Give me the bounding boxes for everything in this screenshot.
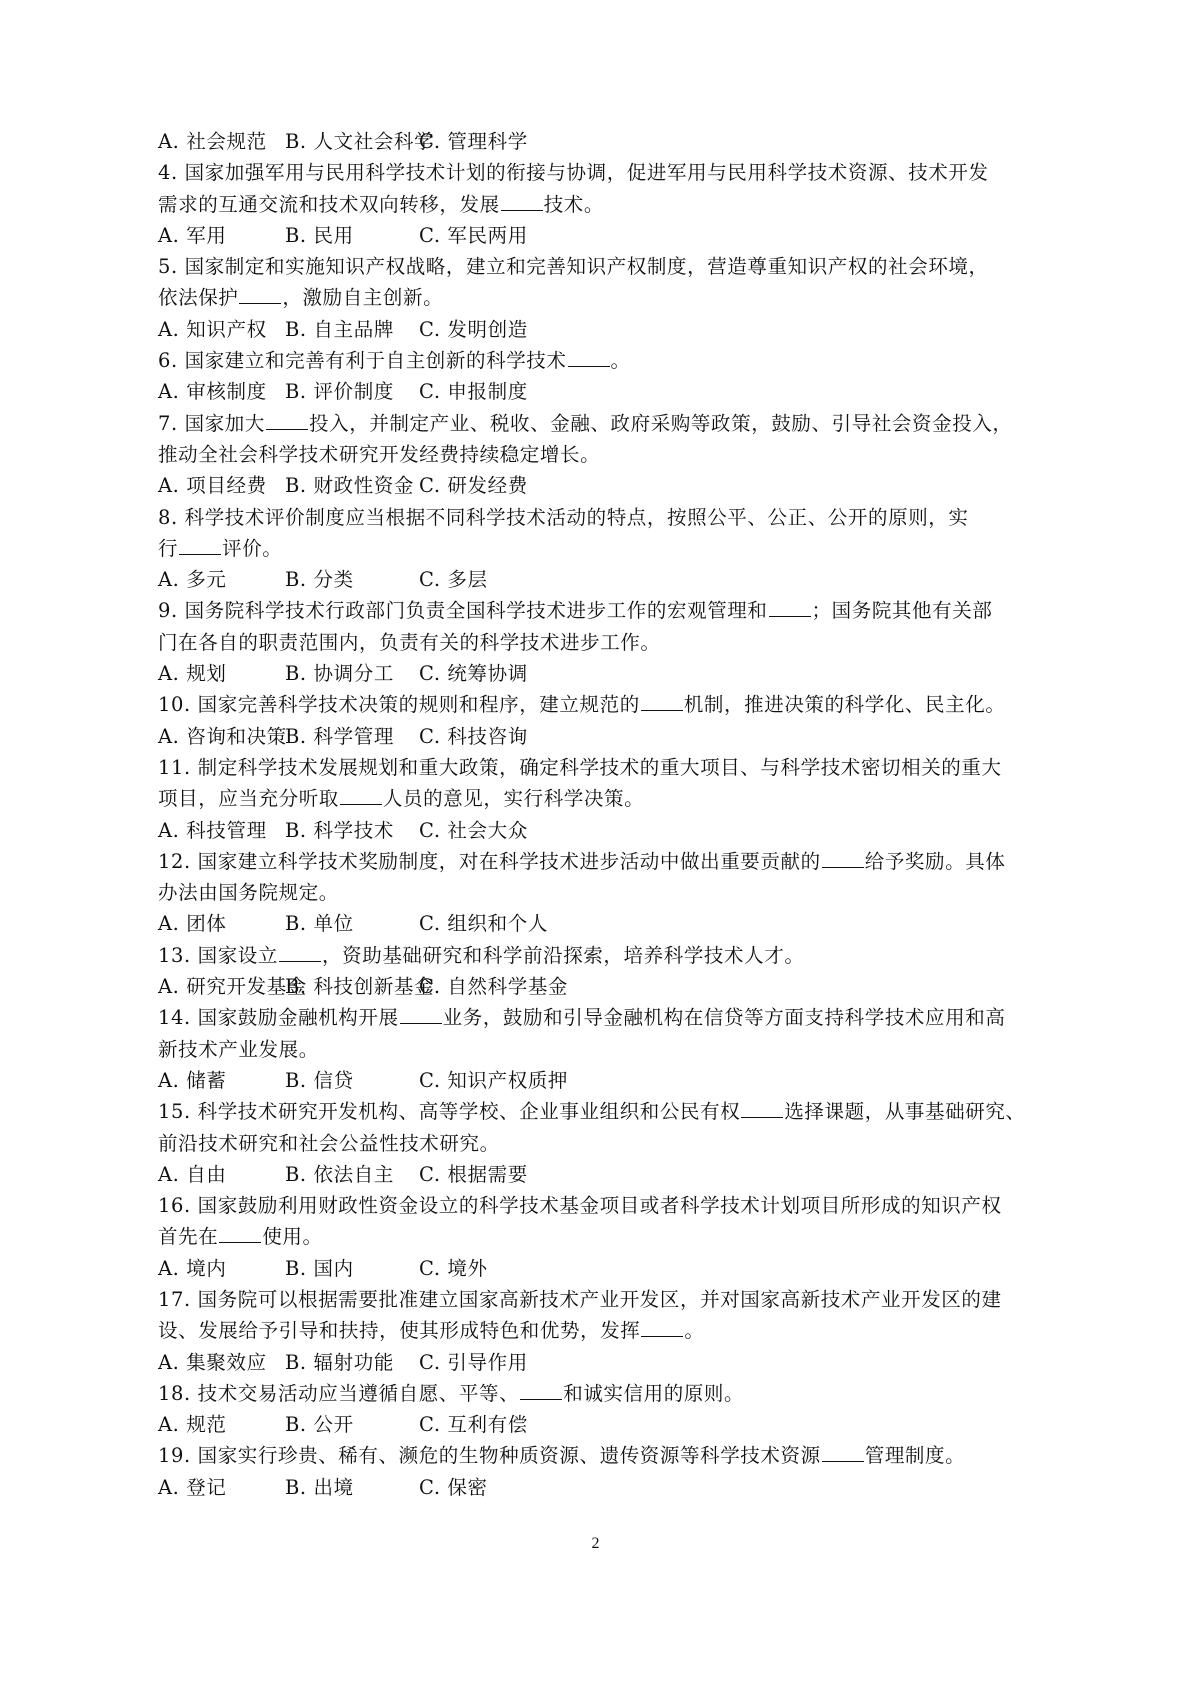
text-segment: 18. 技术交易活动应当遵循自愿、平等、 — [158, 1381, 520, 1405]
question-text-line — [158, 189, 1058, 220]
answer-option: A. 自由 — [158, 1162, 227, 1186]
question-text-line — [158, 439, 1058, 470]
fill-in-blank — [279, 943, 321, 962]
question-text-line — [158, 1440, 1058, 1471]
answer-option: A. 规划 — [158, 662, 227, 686]
text-segment: 设、发展给予引导和扶持，使其形成特色和优势，发挥 — [158, 1319, 641, 1343]
answer-option: C. 发明创造 — [419, 317, 528, 341]
text-segment: 使用。 — [262, 1225, 323, 1249]
answer-option: C. 互利有偿 — [419, 1413, 528, 1437]
question-text-line — [158, 1315, 1058, 1346]
answer-option: C. 统筹协调 — [419, 662, 528, 686]
answer-option: C. 社会大众 — [419, 818, 528, 842]
text-segment: 5. 国家制定和实施知识产权战略，建立和完善知识产权制度，营造尊重知识产权的社会环境， — [158, 255, 989, 279]
text-segment: 前沿技术研究和社会公益性技术研究。 — [158, 1131, 500, 1155]
answer-option: C. 研发经费 — [419, 474, 528, 498]
answer-option: A. 项目经费 — [158, 474, 267, 498]
answer-option: B. 协调分工 — [285, 662, 394, 686]
text-segment: 业务，鼓励和引导金融机构在信贷等方面支持科学技术应用和高 — [442, 1006, 1006, 1030]
text-segment: 新技术产业发展。 — [158, 1037, 319, 1061]
answer-option: A. 科技管理 — [158, 818, 267, 842]
text-segment: 首先在 — [158, 1225, 219, 1249]
text-segment: 办法由国务院规定。 — [158, 881, 339, 905]
answer-option: B. 民用 — [285, 223, 354, 247]
answer-option: B. 科学管理 — [285, 724, 394, 748]
question-text-line — [158, 408, 1058, 439]
text-segment: ，激励自主创新。 — [282, 286, 444, 310]
fill-in-blank — [568, 348, 610, 367]
question-text-line — [158, 1096, 1058, 1127]
answer-options — [158, 376, 1058, 407]
answer-option: C. 科技咨询 — [419, 724, 528, 748]
answer-option: C. 组织和个人 — [419, 912, 548, 936]
answer-option: A. 储蓄 — [158, 1068, 227, 1092]
question-text-line — [158, 1284, 1058, 1315]
text-segment: 14. 国家鼓励金融机构开展 — [158, 1006, 399, 1030]
text-segment: 和诚实信用的原则。 — [563, 1381, 745, 1405]
answer-option: C. 管理科学 — [419, 130, 528, 153]
answer-option: C. 引导作用 — [419, 1350, 528, 1374]
text-segment: 门在各自的职责范围内，负责有关的科学技术进步工作。 — [158, 630, 661, 654]
text-segment: 8. 科学技术评价制度应当根据不同科学技术活动的特点，按照公平、公正、公开的原则，实 — [158, 505, 969, 529]
answer-option: A. 境内 — [158, 1256, 227, 1280]
text-segment: 管理制度。 — [864, 1444, 966, 1468]
answer-option: B. 公开 — [285, 1413, 354, 1437]
answer-option: C. 根据需要 — [419, 1162, 528, 1186]
answer-options — [158, 564, 1058, 595]
question-text-line — [158, 1378, 1058, 1409]
question-text-line — [158, 752, 1058, 783]
fill-in-blank — [769, 598, 811, 617]
text-segment: 9. 国务院科学技术行政部门负责全国科学技术进步工作的宏观管理和 — [158, 599, 768, 623]
answer-option: A. 研究开发基金 — [158, 975, 307, 999]
fill-in-blank — [400, 1005, 442, 1024]
answer-options — [158, 815, 1058, 846]
question-text-line — [158, 157, 1058, 188]
question-text-line — [158, 1128, 1058, 1159]
question-text-line — [158, 1190, 1058, 1221]
fill-in-blank — [340, 786, 382, 805]
text-segment: 给予奖励。具体 — [864, 849, 1006, 873]
answer-option: B. 辐射功能 — [285, 1350, 394, 1374]
answer-option: B. 科技创新基金 — [285, 975, 435, 999]
answer-option: B. 分类 — [285, 568, 354, 592]
text-segment: 19. 国家实行珍贵、稀有、濒危的生物种质资源、遗传资源等科学技术资源 — [158, 1444, 821, 1468]
answer-options — [158, 470, 1058, 501]
answer-option: B. 依法自主 — [285, 1162, 394, 1186]
fill-in-blank — [641, 1318, 683, 1337]
text-segment: 10. 国家完善科学技术决策的规则和程序，建立规范的 — [158, 693, 640, 717]
answer-options — [158, 908, 1058, 939]
text-segment: 技术。 — [543, 192, 605, 216]
question-text-line — [158, 877, 1058, 908]
text-segment: 依法保护 — [158, 286, 239, 310]
question-text-line — [158, 1221, 1058, 1252]
answer-option: A. 团体 — [158, 912, 227, 936]
answer-option: C. 自然科学基金 — [419, 975, 569, 999]
text-segment: 16. 国家鼓励利用财政性资金设立的科学技术基金项目或者科学技术计划项目所形成的知识产权 — [158, 1194, 1002, 1218]
answer-option: A. 审核制度 — [158, 380, 267, 404]
page-number: 2 — [591, 1535, 600, 1552]
answer-options — [158, 1409, 1058, 1440]
text-segment: 推动全社会科学技术研究开发经费持续稳定增长。 — [158, 442, 601, 466]
question-text-line — [158, 783, 1058, 814]
answer-options — [158, 1472, 1058, 1503]
answer-option: C. 申报制度 — [419, 380, 528, 404]
text-segment: 评价。 — [222, 536, 283, 560]
answer-option: A. 规范 — [158, 1413, 227, 1437]
question-text-line — [158, 1002, 1058, 1033]
question-text-line — [158, 595, 1058, 626]
answer-options — [158, 1159, 1058, 1190]
answer-option: A. 军用 — [158, 223, 227, 247]
answer-option: B. 单位 — [285, 912, 354, 936]
answer-option: C. 境外 — [419, 1256, 488, 1280]
question-text-line — [158, 689, 1058, 720]
fill-in-blank — [179, 536, 221, 555]
question-text-line — [158, 846, 1058, 877]
answer-option: A. 社会规范 — [158, 130, 267, 153]
answer-option: B. 财政性资金 — [285, 474, 415, 498]
answer-options — [158, 1065, 1058, 1096]
answer-option: A. 咨询和决策 — [158, 724, 287, 748]
answer-option: B. 科学技术 — [285, 818, 394, 842]
question-text-line — [158, 533, 1058, 564]
answer-option: B. 评价制度 — [285, 380, 394, 404]
answer-option: A. 知识产权 — [158, 317, 267, 341]
answer-options — [158, 658, 1058, 689]
question-list — [158, 126, 1058, 1503]
question-text-line — [158, 940, 1058, 971]
text-segment: 选择课题，从事基础研究、 — [784, 1100, 1026, 1124]
text-segment: 机制，推进决策的科学化、民主化。 — [683, 693, 1006, 717]
fill-in-blank — [501, 192, 543, 211]
fill-in-blank — [219, 1224, 261, 1243]
text-segment: 11. 制定科学技术发展规划和重大政策，确定科学技术的重大项目、与科学技术密切相关的重大 — [158, 755, 1002, 779]
answer-option: B. 信贷 — [285, 1068, 354, 1092]
answer-options — [158, 721, 1058, 752]
answer-option: C. 知识产权质押 — [419, 1068, 569, 1092]
fill-in-blank — [266, 411, 308, 430]
answer-option: B. 出境 — [285, 1475, 354, 1499]
text-segment: 需求的互通交流和技术双向转移，发展 — [158, 192, 500, 216]
text-segment: 项目，应当充分听取 — [158, 787, 339, 811]
answer-options — [158, 971, 1058, 1002]
text-segment: 13. 国家设立 — [158, 943, 279, 967]
text-segment: 15. 科学技术研究开发机构、高等学校、企业事业组织和公民有权 — [158, 1100, 741, 1124]
answer-options — [158, 314, 1058, 345]
text-segment: 。 — [684, 1319, 705, 1343]
text-segment: 。 — [610, 349, 631, 373]
answer-options — [158, 1347, 1058, 1378]
fill-in-blank — [641, 692, 683, 711]
question-text-line — [158, 627, 1058, 658]
answer-option: C. 多层 — [419, 568, 488, 592]
answer-option: B. 自主品牌 — [285, 317, 394, 341]
text-segment: 12. 国家建立科学技术奖励制度，对在科学技术进步活动中做出重要贡献的 — [158, 849, 821, 873]
question-text-line — [158, 282, 1058, 313]
text-segment: ；国务院其他有关部 — [811, 599, 993, 623]
text-segment: 7. 国家加大 — [158, 411, 266, 435]
fill-in-blank — [822, 1443, 864, 1462]
text-segment: 人员的意见，实行科学决策。 — [382, 787, 645, 811]
text-segment: 17. 国务院可以根据需要批准建立国家高新技术产业开发区，并对国家高新技术产业开发区的建 — [158, 1287, 1002, 1311]
text-segment: 6. 国家建立和完善有利于自主创新的科学技术 — [158, 349, 567, 373]
fill-in-blank — [520, 1381, 562, 1400]
text-segment: 行 — [158, 536, 179, 560]
question-text-line — [158, 1034, 1058, 1065]
fill-in-blank — [239, 285, 281, 304]
question-text-line — [158, 251, 1058, 282]
answer-option: C. 保密 — [419, 1475, 488, 1499]
text-segment: ，资助基础研究和科学前沿探索，培养科学技术人才。 — [322, 943, 805, 967]
question-text-line — [158, 345, 1058, 376]
fill-in-blank — [822, 849, 864, 868]
answer-options — [158, 1253, 1058, 1284]
answer-option: B. 人文社会科学 — [285, 130, 435, 153]
answer-option: C. 军民两用 — [419, 223, 528, 247]
text-segment: 投入，并制定产业、税收、金融、政府采购等政策，鼓励、引导社会资金投入， — [309, 411, 1013, 435]
answer-options — [158, 126, 1058, 157]
answer-option: A. 多元 — [158, 568, 227, 592]
text-segment: 4. 国家加强军用与民用科学技术计划的衔接与协调，促进军用与民用科学技术资源、技术开发 — [158, 161, 989, 185]
answer-options — [158, 220, 1058, 251]
answer-option: A. 登记 — [158, 1475, 227, 1499]
answer-option: A. 集聚效应 — [158, 1350, 267, 1374]
question-text-line — [158, 502, 1058, 533]
fill-in-blank — [741, 1099, 783, 1118]
answer-option: B. 国内 — [285, 1256, 354, 1280]
